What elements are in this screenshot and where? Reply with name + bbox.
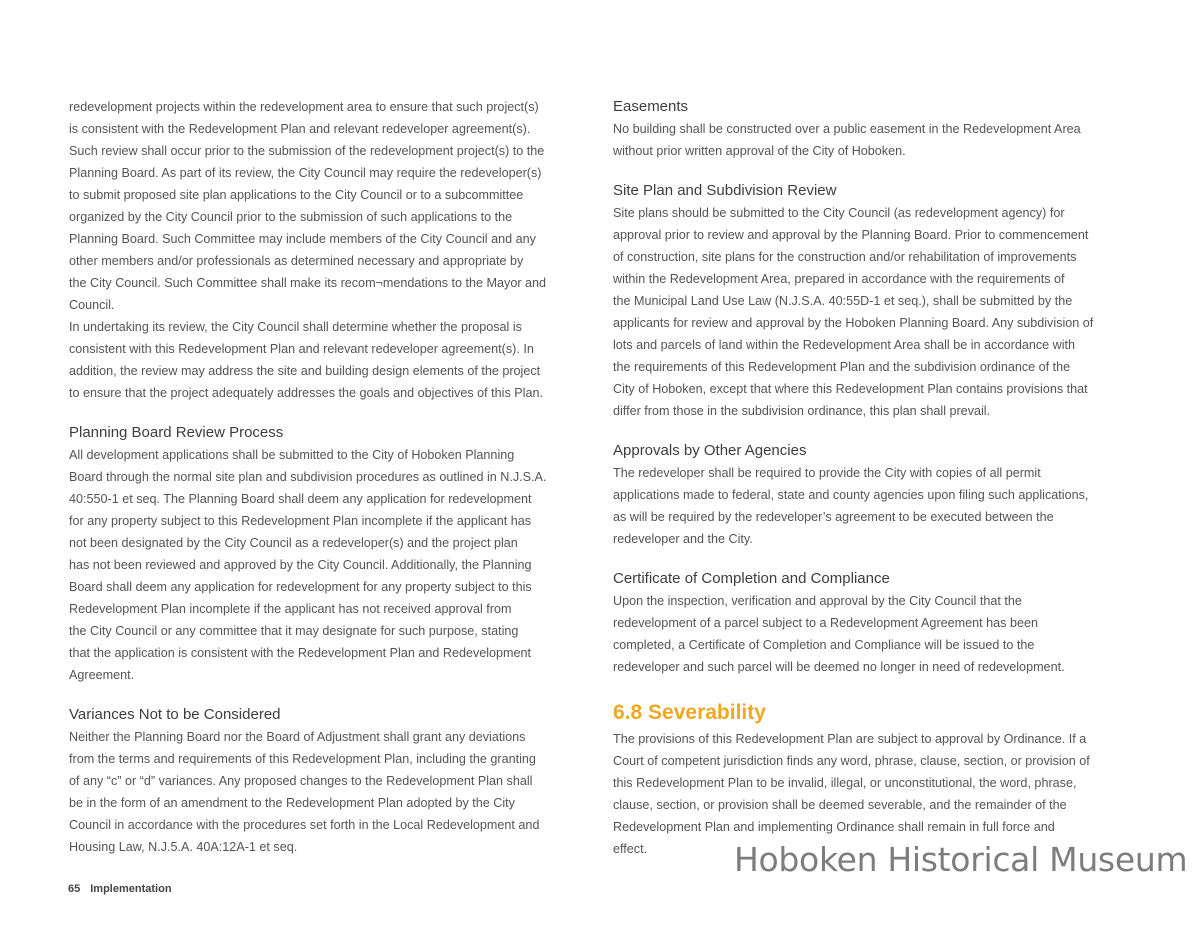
text-line: City of Hoboken, except that where this Redevelopment Plan contains provisions that bbox=[613, 382, 1088, 396]
watermark: Hoboken Historical Museum bbox=[734, 840, 1188, 879]
text-line: No building shall be constructed over a public easement in the Redevelopment Area bbox=[613, 122, 1081, 136]
text-line: Court of competent jurisdiction finds any word, phrase, clause, section, or provision of bbox=[613, 754, 1090, 768]
text-line: lots and parcels of land within the Redevelopment Area shall be in accordance with bbox=[613, 338, 1076, 352]
text-line: within the Redevelopment Area, prepared in accordance with the requirements of bbox=[613, 272, 1065, 286]
text-line: Board through the normal site plan and subdivision procedures as outlined in N.J.S.A. bbox=[69, 470, 547, 484]
text-line: Redevelopment Plan incomplete if the applicant has not received approval from bbox=[69, 602, 512, 616]
severability-heading: 6.8 Severability bbox=[613, 701, 766, 724]
text-line: redeveloper and such parcel will be deemed no longer in need of redevelopment. bbox=[613, 660, 1065, 674]
text-line: redevelopment of a parcel subject to a Redevelopment Agreement has been bbox=[613, 616, 1038, 630]
text-line: addition, the review may address the site and building design elements of the project bbox=[69, 364, 541, 378]
section-name: Implementation bbox=[90, 883, 172, 895]
text-line: Redevelopment Plan and implementing Ordinance shall remain in full force and bbox=[613, 820, 1055, 834]
page-number: 65 bbox=[68, 883, 81, 895]
text-line: of any “c” or “d” variances. Any proposed changes to the Redevelopment Plan shall bbox=[69, 774, 533, 788]
text-line: to ensure that the project adequately addresses the goals and objectives of this Plan. bbox=[69, 386, 543, 400]
approvals-paragraph bbox=[613, 462, 1143, 550]
text-line: differ from those in the subdivision ordinance, this plan shall prevail. bbox=[613, 404, 991, 418]
text-line: without prior written approval of the City of Hoboken. bbox=[613, 144, 906, 158]
text-line: the requirements of this Redevelopment Plan and the subdivision ordinance of the bbox=[613, 360, 1071, 374]
text-line: Board shall deem any application for redevelopment for any property subject to this bbox=[69, 580, 532, 594]
planning-board-paragraph bbox=[69, 444, 599, 686]
text-line: approval prior to review and approval by the Planning Board. Prior to commencement bbox=[613, 228, 1089, 242]
text-line: of construction, site plans for the construction and/or rehabilitation of improvements bbox=[613, 250, 1077, 264]
text-line: that the application is consistent with the Redevelopment Plan and Redevelopment bbox=[69, 646, 532, 660]
text-line: for any property subject to this Redevelopment Plan incomplete if the applicant has bbox=[69, 514, 532, 528]
right-column bbox=[613, 96, 1143, 860]
text-line: Agreement. bbox=[69, 668, 135, 682]
text-line: the Municipal Land Use Law (N.J.S.A. 40:55D-1 et seq.), shall be submitted by the bbox=[613, 294, 1073, 308]
planning-board-heading: Planning Board Review Process bbox=[69, 424, 284, 441]
text-line: The redeveloper shall be required to provide the City with copies of all permit bbox=[613, 466, 1041, 480]
text-line: Neither the Planning Board nor the Board of Adjustment shall grant any deviations bbox=[69, 730, 526, 744]
text-line: to submit proposed site plan applications to the City Council or to a subcommittee bbox=[69, 188, 524, 202]
text-line: In undertaking its review, the City Council shall determine whether the proposal is bbox=[69, 320, 522, 334]
easements-paragraph bbox=[613, 118, 1143, 162]
text-line: clause, section, or provision shall be deemed severable, and the remainder of the bbox=[613, 798, 1067, 812]
text-line: consistent with this Redevelopment Plan and relevant redeveloper agreement(s). In bbox=[69, 342, 534, 356]
text-line: redevelopment projects within the redevelopment area to ensure that such project(s) bbox=[69, 100, 539, 114]
text-line: has not been reviewed and approved by the City Council. Additionally, the Planning bbox=[69, 558, 532, 572]
left-column bbox=[69, 96, 599, 858]
text-line: Planning Board. As part of its review, the City Council may require the redeveloper(s) bbox=[69, 166, 542, 180]
text-line: not been designated by the City Council as a redeveloper(s) and the project plan bbox=[69, 536, 518, 550]
certificate-heading: Certificate of Completion and Compliance bbox=[613, 570, 890, 587]
text-line: completed, a Certificate of Completion and Compliance will be issued to the bbox=[613, 638, 1035, 652]
page-footer bbox=[68, 883, 182, 895]
text-line: redeveloper and the City. bbox=[613, 532, 753, 546]
text-line: Planning Board. Such Committee may include members of the City Council and any bbox=[69, 232, 536, 246]
easements-heading: Easements bbox=[613, 98, 689, 115]
variances-paragraph bbox=[69, 726, 599, 858]
text-line: Upon the inspection, verification and approval by the City Council that the bbox=[613, 594, 1022, 608]
text-line: effect. bbox=[613, 842, 648, 856]
text-line: Council in accordance with the procedures set forth in the Local Redevelopment and bbox=[69, 818, 540, 832]
text-line: this Redevelopment Plan to be invalid, illegal, or unconstitutional, the word, phrase, bbox=[613, 776, 1077, 790]
intro-paragraph bbox=[69, 96, 599, 404]
text-line: Such review shall occur prior to the submission of the redevelopment project(s) to the bbox=[69, 144, 545, 158]
text-line: 40:550-1 et seq. The Planning Board shall deem any application for redevelopment bbox=[69, 492, 532, 506]
text-line: be in the form of an amendment to the Redevelopment Plan adopted by the City bbox=[69, 796, 515, 810]
text-line: the City Council. Such Committee shall make its recom¬mendations to the Mayor and bbox=[69, 276, 547, 290]
certificate-paragraph bbox=[613, 590, 1143, 678]
text-line: Council. bbox=[69, 298, 115, 312]
site-plan-heading: Site Plan and Subdivision Review bbox=[613, 182, 837, 199]
text-line: as will be required by the redeveloper’s agreement to be executed between the bbox=[613, 510, 1054, 524]
text-line: Housing Law, N.J.5.A. 40A:12A-1 et seq. bbox=[69, 840, 298, 854]
text-line: applications made to federal, state and county agencies upon filing such applications, bbox=[613, 488, 1089, 502]
text-line: the City Council or any committee that it may designate for such purpose, stating bbox=[69, 624, 519, 638]
variances-heading: Variances Not to be Considered bbox=[69, 706, 281, 723]
text-line: organized by the City Council prior to the submission of such applications to the bbox=[69, 210, 513, 224]
text-line: is consistent with the Redevelopment Plan and relevant redeveloper agreement(s). bbox=[69, 122, 531, 136]
approvals-heading: Approvals by Other Agencies bbox=[613, 442, 807, 459]
text-line: applicants for review and approval by the Hoboken Planning Board. Any subdivision of bbox=[613, 316, 1094, 330]
text-line: Site plans should be submitted to the City Council (as redevelopment agency) for bbox=[613, 206, 1065, 220]
text-line: from the terms and requirements of this Redevelopment Plan, including the granting bbox=[69, 752, 536, 766]
text-line: other members and/or professionals as determined necessary and appropriate by bbox=[69, 254, 524, 268]
text-line: The provisions of this Redevelopment Plan are subject to approval by Ordinance. If a bbox=[613, 732, 1087, 746]
site-plan-paragraph bbox=[613, 202, 1143, 422]
text-line: All development applications shall be submitted to the City of Hoboken Planning bbox=[69, 448, 515, 462]
